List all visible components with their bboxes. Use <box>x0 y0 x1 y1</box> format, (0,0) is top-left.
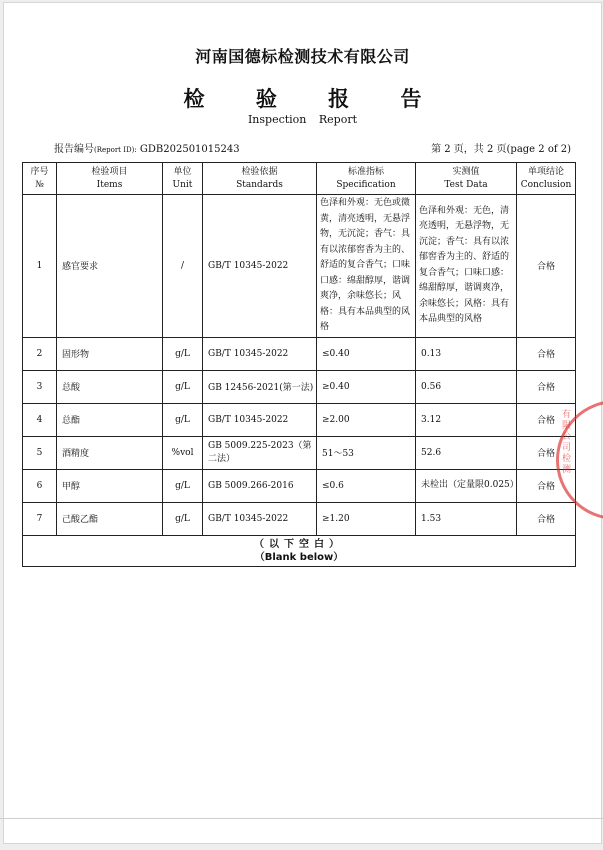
col-header-conclusion: 单项结论 Conclusion <box>517 163 576 195</box>
col-header-standards: 检验依据 Standards <box>203 163 317 195</box>
table-row <box>23 370 576 403</box>
row-no: 6 <box>23 469 57 502</box>
row-unit: g/L <box>163 502 203 535</box>
row-standard: GB 12456-2021(第一法) <box>203 370 317 403</box>
table-row <box>23 195 576 338</box>
row-conclusion: 合格 <box>517 469 576 502</box>
row-item: 总酸 <box>57 370 163 403</box>
row-unit: g/L <box>163 370 203 403</box>
page-info: 第 2 页，共 2 页(page 2 of 2) <box>431 144 571 155</box>
row-conclusion: 合格 <box>517 337 576 370</box>
row-spec: ≥0.40 <box>317 370 416 403</box>
report-id-value: GDB202501015243 <box>139 144 240 155</box>
row-unit: g/L <box>163 403 203 436</box>
report-id-label: 报告编号 <box>54 144 94 155</box>
page-bottom-divider <box>0 818 603 819</box>
row-item: 总酯 <box>57 403 163 436</box>
row-unit: g/L <box>163 469 203 502</box>
col-header-no: 序号 № <box>23 163 57 195</box>
row-test-data: 0.13 <box>416 337 517 370</box>
results-table <box>22 162 576 567</box>
row-standard: GB/T 10345-2022 <box>203 195 317 338</box>
report-title-en: Inspection Report <box>247 113 358 126</box>
col-header-test-data: 实测值 Test Data <box>416 163 517 195</box>
row-test-data: 52.6 <box>416 436 517 469</box>
table-row <box>23 337 576 370</box>
col-header-specification: 标准指标 Specification <box>317 163 416 195</box>
row-item: 甲醇 <box>57 469 163 502</box>
row-test-data: 0.56 <box>416 370 517 403</box>
report-title-cn: 检 验 报 告 <box>183 87 444 111</box>
company-name: 河南国德标检测技术有限公司 <box>195 47 410 66</box>
row-item: 感官要求 <box>57 195 163 338</box>
blank-row <box>23 535 576 566</box>
row-conclusion: 合格 <box>517 403 576 436</box>
table-row <box>23 436 576 469</box>
row-no: 2 <box>23 337 57 370</box>
table-header-row <box>23 163 576 195</box>
row-conclusion: 合格 <box>517 195 576 338</box>
row-standard: GB/T 10345-2022 <box>203 403 317 436</box>
report-id-line <box>54 140 240 155</box>
row-test-data: 未检出（定量限0.025） <box>416 469 517 502</box>
row-unit: %vol <box>163 436 203 469</box>
company-seal-text: 有限公司 检测 <box>562 410 572 475</box>
row-standard: GB 5009.225-2023（第二法） <box>203 436 317 469</box>
col-header-items: 检验项目 Items <box>57 163 163 195</box>
row-unit: g/L <box>163 337 203 370</box>
report-id-label-en: (Report ID): <box>94 146 137 154</box>
row-test-data: 3.12 <box>416 403 517 436</box>
row-spec: ≥2.00 <box>317 403 416 436</box>
row-standard: GB/T 10345-2022 <box>203 502 317 535</box>
row-standard: GB/T 10345-2022 <box>203 337 317 370</box>
row-unit: / <box>163 195 203 338</box>
row-standard: GB 5009.266-2016 <box>203 469 317 502</box>
table-row <box>23 502 576 535</box>
table-row <box>23 469 576 502</box>
row-item: 己酸乙酯 <box>57 502 163 535</box>
row-spec: 色泽和外观：无色或微黄，清亮透明，无悬浮物，无沉淀；香气：具有以浓郁窖香为主的、舒适的复合香气；口味口感：绵甜醇厚，谐调爽净，余味悠长；风格：具有本品典型的风格 <box>317 195 416 338</box>
row-spec: ≥1.20 <box>317 502 416 535</box>
row-no: 4 <box>23 403 57 436</box>
row-spec: ≤0.6 <box>317 469 416 502</box>
row-conclusion: 合格 <box>517 502 576 535</box>
blank-below-cell <box>23 535 576 566</box>
blank-below-en: （Blank below） <box>254 551 344 563</box>
row-no: 3 <box>23 370 57 403</box>
row-conclusion: 合格 <box>517 370 576 403</box>
row-item: 固形物 <box>57 337 163 370</box>
row-no: 1 <box>23 195 57 338</box>
col-header-unit: 单位 Unit <box>163 163 203 195</box>
row-spec: ≤0.40 <box>317 337 416 370</box>
row-spec: 51～53 <box>317 436 416 469</box>
row-test-data: 1.53 <box>416 502 517 535</box>
row-conclusion: 合格 <box>517 436 576 469</box>
row-test-data: 色泽和外观：无色，清亮透明，无悬浮物，无沉淀；香气：具有以浓郁窖香为主的、舒适的复合香气；口味口感：绵甜醇厚，谐调爽净，余味悠长；风格：具有本品典型的风格 <box>416 195 517 338</box>
row-no: 7 <box>23 502 57 535</box>
row-item: 酒精度 <box>57 436 163 469</box>
table-row <box>23 403 576 436</box>
row-no: 5 <box>23 436 57 469</box>
blank-below-cn: （以下空白） <box>254 538 344 550</box>
